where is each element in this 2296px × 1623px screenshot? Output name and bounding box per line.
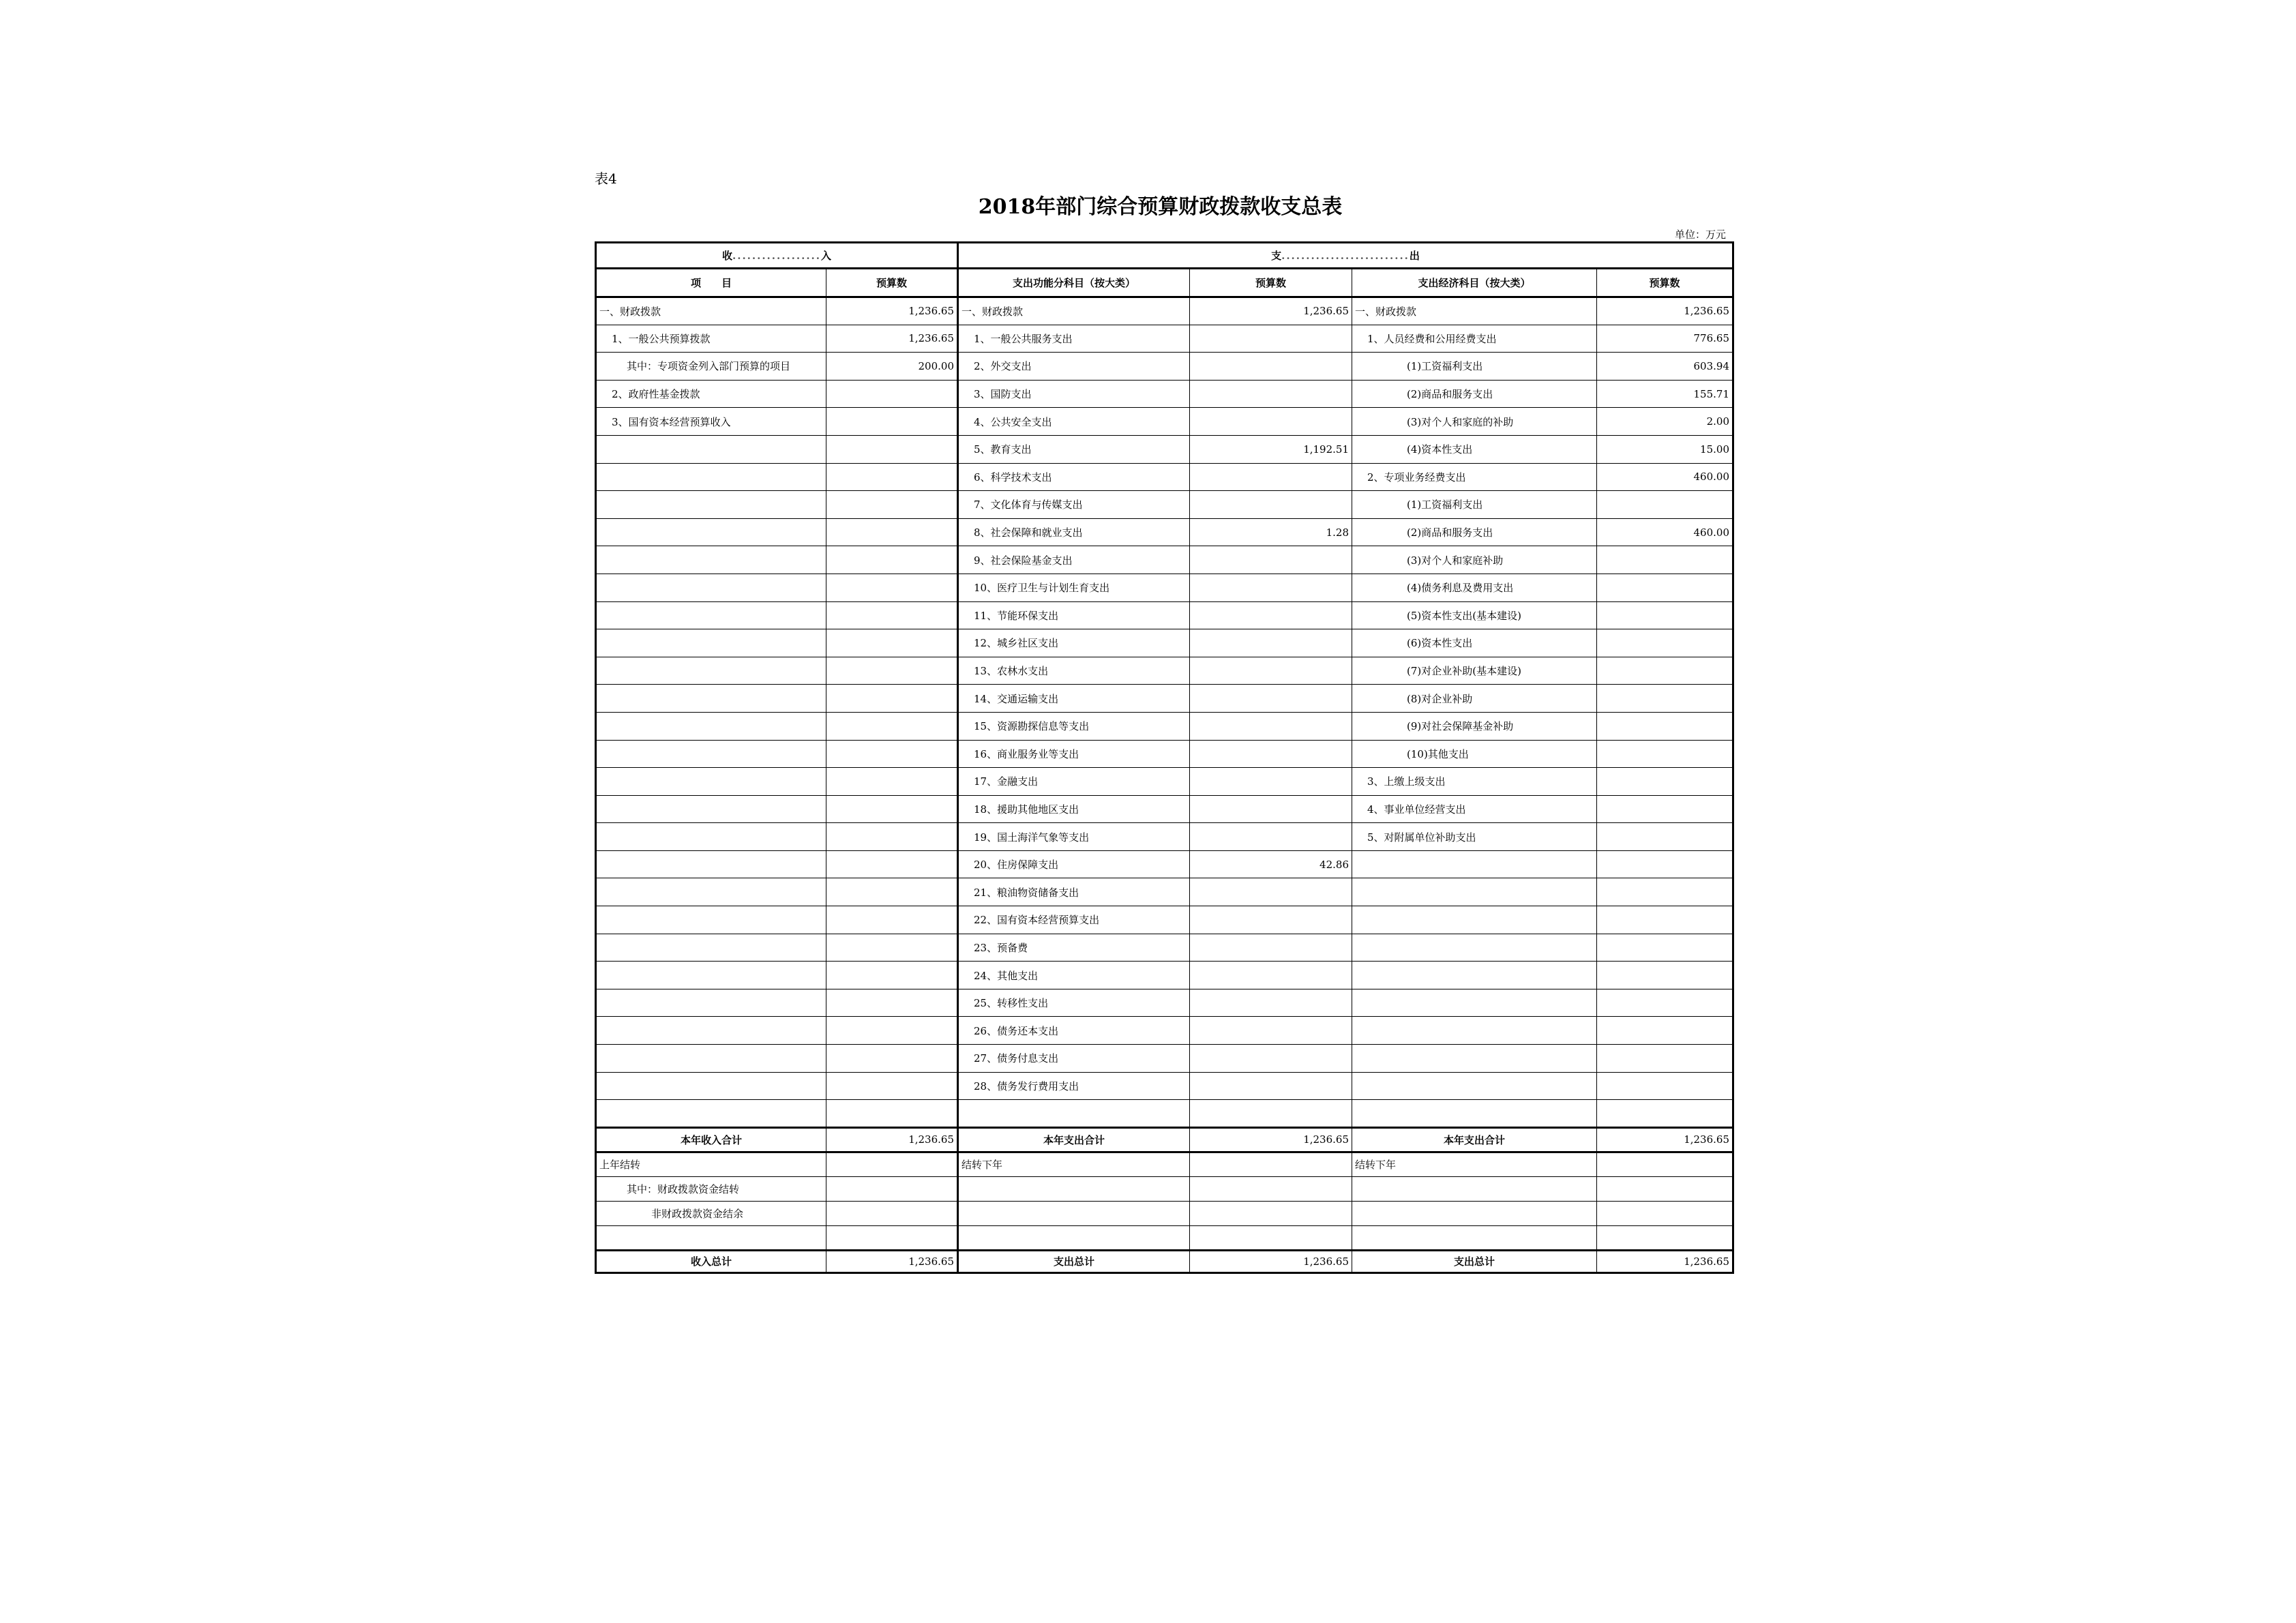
cell-a xyxy=(596,906,826,934)
table-row xyxy=(596,1201,1733,1225)
cell-a xyxy=(596,989,826,1017)
cell-a xyxy=(596,934,826,962)
table-row xyxy=(596,463,1733,491)
cell-c xyxy=(958,1201,1190,1225)
cell-b xyxy=(826,1045,958,1073)
cell-b xyxy=(826,1017,958,1045)
cell-d xyxy=(1190,546,1352,574)
cell-e xyxy=(1352,906,1597,934)
cell-e xyxy=(1352,1225,1597,1250)
cell-b xyxy=(826,1225,958,1250)
cell-b: 1,236.65 xyxy=(826,1250,958,1272)
cell-f xyxy=(1597,1100,1733,1128)
table-row xyxy=(596,740,1733,768)
cell-d xyxy=(1190,740,1352,768)
cell-d xyxy=(1190,325,1352,353)
cell-b xyxy=(826,629,958,657)
cell-b xyxy=(826,906,958,934)
cell-c: 4、公共安全支出 xyxy=(958,408,1190,436)
cell-f xyxy=(1597,823,1733,851)
cell-f xyxy=(1597,906,1733,934)
table-row xyxy=(596,1045,1733,1073)
cell-e: (3)对个人和家庭补助 xyxy=(1352,546,1597,574)
income-header-end: 入 xyxy=(821,250,832,262)
cell-d xyxy=(1190,768,1352,796)
cell-b xyxy=(826,1152,958,1176)
cell-f xyxy=(1597,878,1733,906)
cell-f xyxy=(1597,1176,1733,1201)
cell-b xyxy=(826,1100,958,1128)
cell-e xyxy=(1352,1201,1597,1225)
cell-c: 28、债务发行费用支出 xyxy=(958,1072,1190,1100)
cell-f xyxy=(1597,685,1733,713)
cell-b xyxy=(826,463,958,491)
cell-a xyxy=(596,962,826,989)
cell-a: 收入总计 xyxy=(596,1250,826,1272)
cell-f xyxy=(1597,1017,1733,1045)
cell-d xyxy=(1190,823,1352,851)
table-row xyxy=(596,1225,1733,1250)
cell-b xyxy=(826,1201,958,1225)
cell-b xyxy=(826,685,958,713)
cell-e xyxy=(1352,1072,1597,1100)
cell-e: (2)商品和服务支出 xyxy=(1352,380,1597,408)
cell-e xyxy=(1352,1045,1597,1073)
cell-d: 1,192.51 xyxy=(1190,435,1352,463)
cell-a xyxy=(596,574,826,601)
table-row xyxy=(596,989,1733,1017)
table-row xyxy=(596,546,1733,574)
cell-f: 776.65 xyxy=(1597,325,1733,353)
expense-header-dots: .......................... xyxy=(1281,250,1410,262)
column-header-row xyxy=(596,269,1733,297)
table-row xyxy=(596,491,1733,519)
cell-c xyxy=(958,1100,1190,1128)
cell-b xyxy=(826,962,958,989)
table-row xyxy=(596,408,1733,436)
cell-c: 24、其他支出 xyxy=(958,962,1190,989)
cell-d xyxy=(1190,1152,1352,1176)
cell-d: 1,236.65 xyxy=(1190,1250,1352,1272)
cell-b xyxy=(826,380,958,408)
cell-c: 1、一般公共服务支出 xyxy=(958,325,1190,353)
cell-c: 14、交通运输支出 xyxy=(958,685,1190,713)
cell-c: 19、国土海洋气象等支出 xyxy=(958,823,1190,851)
cell-f xyxy=(1597,768,1733,796)
header-row-income-expense xyxy=(596,243,1733,269)
cell-e xyxy=(1352,989,1597,1017)
cell-a: 1、一般公共预算拨款 xyxy=(596,325,826,353)
table-row xyxy=(596,823,1733,851)
cell-b: 1,236.65 xyxy=(826,1127,958,1152)
cell-e: (1)工资福利支出 xyxy=(1352,491,1597,519)
table-row xyxy=(596,934,1733,962)
cell-c: 支出总计 xyxy=(958,1250,1190,1272)
cell-e: (6)资本性支出 xyxy=(1352,629,1597,657)
table-row xyxy=(596,1100,1733,1128)
cell-f xyxy=(1597,657,1733,685)
cell-f xyxy=(1597,629,1733,657)
cell-f xyxy=(1597,491,1733,519)
cell-e: 一、财政拨款 xyxy=(1352,297,1597,325)
cell-a xyxy=(596,491,826,519)
cell-f: 1,236.65 xyxy=(1597,297,1733,325)
cell-b xyxy=(826,989,958,1017)
table-row xyxy=(596,601,1733,629)
cell-e xyxy=(1352,1176,1597,1201)
cell-c: 9、社会保险基金支出 xyxy=(958,546,1190,574)
cell-b xyxy=(826,934,958,962)
cell-d xyxy=(1190,463,1352,491)
total-row xyxy=(596,1127,1733,1152)
col-header-budget2: 预算数 xyxy=(1190,269,1352,297)
cell-f xyxy=(1597,989,1733,1017)
cell-f: 155.71 xyxy=(1597,380,1733,408)
cell-c: 10、医疗卫生与计划生育支出 xyxy=(958,574,1190,601)
cell-a: 一、财政拨款 xyxy=(596,297,826,325)
cell-a xyxy=(596,878,826,906)
table-row xyxy=(596,850,1733,878)
cell-c: 12、城乡社区支出 xyxy=(958,629,1190,657)
cell-c: 18、援助其他地区支出 xyxy=(958,795,1190,823)
cell-e xyxy=(1352,1100,1597,1128)
cell-a: 本年收入合计 xyxy=(596,1127,826,1152)
cell-f xyxy=(1597,1072,1733,1100)
cell-c: 5、教育支出 xyxy=(958,435,1190,463)
cell-a xyxy=(596,629,826,657)
cell-c: 15、资源勘探信息等支出 xyxy=(958,712,1190,740)
cell-d xyxy=(1190,629,1352,657)
cell-c: 26、债务还本支出 xyxy=(958,1017,1190,1045)
table-row xyxy=(596,380,1733,408)
cell-e: 4、事业单位经营支出 xyxy=(1352,795,1597,823)
cell-f xyxy=(1597,740,1733,768)
cell-a: 其中：财政拨款资金结转 xyxy=(596,1176,826,1201)
cell-d xyxy=(1190,685,1352,713)
cell-c: 7、文化体育与传媒支出 xyxy=(958,491,1190,519)
expense-header-end: 出 xyxy=(1409,250,1420,262)
income-header-label: 收 xyxy=(721,250,732,262)
cell-e: 结转下年 xyxy=(1352,1152,1597,1176)
cell-e: (5)资本性支出(基本建设) xyxy=(1352,601,1597,629)
cell-b xyxy=(826,491,958,519)
cell-c: 结转下年 xyxy=(958,1152,1190,1176)
cell-e: 5、对附属单位补助支出 xyxy=(1352,823,1597,851)
table-row xyxy=(596,768,1733,796)
cell-b xyxy=(826,878,958,906)
cell-a xyxy=(596,685,826,713)
col-header-budget3: 预算数 xyxy=(1597,269,1733,297)
cell-c: 13、农林水支出 xyxy=(958,657,1190,685)
cell-b xyxy=(826,657,958,685)
cell-b xyxy=(826,574,958,601)
cell-d xyxy=(1190,962,1352,989)
cell-f xyxy=(1597,795,1733,823)
cell-d: 1,236.65 xyxy=(1190,1127,1352,1152)
cell-c: 22、国有资本经营预算支出 xyxy=(958,906,1190,934)
cell-a xyxy=(596,1100,826,1128)
cell-c: 2、外交支出 xyxy=(958,353,1190,381)
cell-a xyxy=(596,1045,826,1073)
cell-b: 200.00 xyxy=(826,353,958,381)
cell-e: 本年支出合计 xyxy=(1352,1127,1597,1152)
grand-total-row xyxy=(596,1250,1733,1272)
cell-e: (1)工资福利支出 xyxy=(1352,353,1597,381)
cell-d xyxy=(1190,1017,1352,1045)
cell-f: 2.00 xyxy=(1597,408,1733,436)
cell-f xyxy=(1597,546,1733,574)
cell-e: (8)对企业补助 xyxy=(1352,685,1597,713)
table-row xyxy=(596,962,1733,989)
cell-f: 1,236.65 xyxy=(1597,1127,1733,1152)
cell-f xyxy=(1597,1225,1733,1250)
table-row xyxy=(596,685,1733,713)
cell-d xyxy=(1190,934,1352,962)
cell-b xyxy=(826,1072,958,1100)
cell-a xyxy=(596,1225,826,1250)
cell-a xyxy=(596,740,826,768)
cell-b xyxy=(826,740,958,768)
cell-b xyxy=(826,850,958,878)
cell-b xyxy=(826,768,958,796)
cell-c: 23、预备费 xyxy=(958,934,1190,962)
col-header-budget: 预算数 xyxy=(826,269,958,297)
cell-c xyxy=(958,1176,1190,1201)
table-row xyxy=(596,712,1733,740)
cell-f xyxy=(1597,601,1733,629)
table-row xyxy=(596,435,1733,463)
expense-header-label: 支 xyxy=(1271,250,1282,262)
cell-a: 3、国有资本经营预算收入 xyxy=(596,408,826,436)
cell-f xyxy=(1597,934,1733,962)
cell-d xyxy=(1190,712,1352,740)
cell-b xyxy=(826,435,958,463)
cell-b xyxy=(826,601,958,629)
cell-c: 6、科学技术支出 xyxy=(958,463,1190,491)
cell-b xyxy=(826,518,958,546)
col-header-item: 项 目 xyxy=(596,269,826,297)
cell-c: 3、国防支出 xyxy=(958,380,1190,408)
sheet-label: 表4 xyxy=(595,170,617,187)
cell-d: 42.86 xyxy=(1190,850,1352,878)
cell-e: (9)对社会保障基金补助 xyxy=(1352,712,1597,740)
cell-a xyxy=(596,1017,826,1045)
cell-c: 17、金融支出 xyxy=(958,768,1190,796)
cell-b xyxy=(826,712,958,740)
cell-d xyxy=(1190,878,1352,906)
cell-f: 1,236.65 xyxy=(1597,1250,1733,1272)
cell-a: 非财政拨款资金结余 xyxy=(596,1201,826,1225)
cell-e xyxy=(1352,1017,1597,1045)
cell-c: 16、商业服务业等支出 xyxy=(958,740,1190,768)
cell-b xyxy=(826,823,958,851)
budget-table xyxy=(595,241,1734,1274)
income-header-dots: .................. xyxy=(732,250,821,262)
unit-label: 单位：万元 xyxy=(1674,228,1726,241)
cell-b xyxy=(826,1176,958,1201)
cell-d xyxy=(1190,1201,1352,1225)
table-row xyxy=(596,906,1733,934)
cell-e: (4)资本性支出 xyxy=(1352,435,1597,463)
cell-a xyxy=(596,463,826,491)
cell-a xyxy=(596,435,826,463)
cell-e xyxy=(1352,962,1597,989)
cell-b: 1,236.65 xyxy=(826,297,958,325)
cell-e: 2、专项业务经费支出 xyxy=(1352,463,1597,491)
cell-a xyxy=(596,795,826,823)
cell-b xyxy=(826,546,958,574)
cell-d xyxy=(1190,491,1352,519)
cell-d: 1,236.65 xyxy=(1190,297,1352,325)
cell-c: 27、债务付息支出 xyxy=(958,1045,1190,1073)
income-header xyxy=(596,243,958,269)
table-row xyxy=(596,1017,1733,1045)
cell-f: 460.00 xyxy=(1597,463,1733,491)
cell-d xyxy=(1190,380,1352,408)
table-row xyxy=(596,325,1733,353)
cell-a xyxy=(596,657,826,685)
cell-c: 25、转移性支出 xyxy=(958,989,1190,1017)
cell-b xyxy=(826,408,958,436)
cell-f: 603.94 xyxy=(1597,353,1733,381)
cell-d xyxy=(1190,353,1352,381)
cell-f xyxy=(1597,1201,1733,1225)
cell-d xyxy=(1190,1045,1352,1073)
table-row xyxy=(596,574,1733,601)
cell-f xyxy=(1597,712,1733,740)
cell-e: (3)对个人和家庭的补助 xyxy=(1352,408,1597,436)
cell-d xyxy=(1190,1225,1352,1250)
cell-c: 一、财政拨款 xyxy=(958,297,1190,325)
cell-d xyxy=(1190,1100,1352,1128)
cell-f xyxy=(1597,850,1733,878)
table-row xyxy=(596,1176,1733,1201)
cell-e: (10)其他支出 xyxy=(1352,740,1597,768)
cell-e xyxy=(1352,934,1597,962)
cell-d xyxy=(1190,795,1352,823)
cell-f xyxy=(1597,1152,1733,1176)
cell-a xyxy=(596,850,826,878)
cell-a xyxy=(596,768,826,796)
cell-e: 3、上缴上级支出 xyxy=(1352,768,1597,796)
cell-a xyxy=(596,823,826,851)
table-row xyxy=(596,795,1733,823)
cell-b: 1,236.65 xyxy=(826,325,958,353)
table-row xyxy=(596,297,1733,325)
table-row xyxy=(596,353,1733,381)
cell-f xyxy=(1597,574,1733,601)
cell-c xyxy=(958,1225,1190,1250)
cell-e: (4)债务利息及费用支出 xyxy=(1352,574,1597,601)
cell-a: 其中：专项资金列入部门预算的项目 xyxy=(596,353,826,381)
cell-d xyxy=(1190,1176,1352,1201)
cell-c: 8、社会保障和就业支出 xyxy=(958,518,1190,546)
table-row xyxy=(596,518,1733,546)
cell-c: 11、节能环保支出 xyxy=(958,601,1190,629)
cell-a: 上年结转 xyxy=(596,1152,826,1176)
cell-f: 15.00 xyxy=(1597,435,1733,463)
cell-d xyxy=(1190,657,1352,685)
cell-d xyxy=(1190,1072,1352,1100)
cell-d xyxy=(1190,989,1352,1017)
cell-d: 1.28 xyxy=(1190,518,1352,546)
cell-e xyxy=(1352,878,1597,906)
table-row xyxy=(596,1072,1733,1100)
cell-a: 2、政府性基金拨款 xyxy=(596,380,826,408)
cell-a xyxy=(596,712,826,740)
cell-d xyxy=(1190,574,1352,601)
col-header-econ: 支出经济科目（按大类） xyxy=(1352,269,1597,297)
cell-a xyxy=(596,518,826,546)
col-header-func: 支出功能分科目（按大类） xyxy=(958,269,1190,297)
cell-e xyxy=(1352,850,1597,878)
cell-a xyxy=(596,1072,826,1100)
cell-c: 20、住房保障支出 xyxy=(958,850,1190,878)
expense-header xyxy=(958,243,1733,269)
cell-d xyxy=(1190,408,1352,436)
cell-e: (7)对企业补助(基本建设) xyxy=(1352,657,1597,685)
cell-c: 21、粮油物资储备支出 xyxy=(958,878,1190,906)
table-row xyxy=(596,878,1733,906)
cell-b xyxy=(826,795,958,823)
cell-e: (2)商品和服务支出 xyxy=(1352,518,1597,546)
page-title: 2018年部门综合预算财政拨款收支总表 xyxy=(978,195,1343,219)
cell-d xyxy=(1190,906,1352,934)
cell-d xyxy=(1190,601,1352,629)
cell-e: 支出总计 xyxy=(1352,1250,1597,1272)
cell-e: 1、人员经费和公用经费支出 xyxy=(1352,325,1597,353)
cell-f: 460.00 xyxy=(1597,518,1733,546)
cell-a xyxy=(596,546,826,574)
cell-a xyxy=(596,601,826,629)
cell-f xyxy=(1597,962,1733,989)
table-row xyxy=(596,1152,1733,1176)
cell-f xyxy=(1597,1045,1733,1073)
table-row xyxy=(596,629,1733,657)
table-row xyxy=(596,657,1733,685)
cell-c: 本年支出合计 xyxy=(958,1127,1190,1152)
